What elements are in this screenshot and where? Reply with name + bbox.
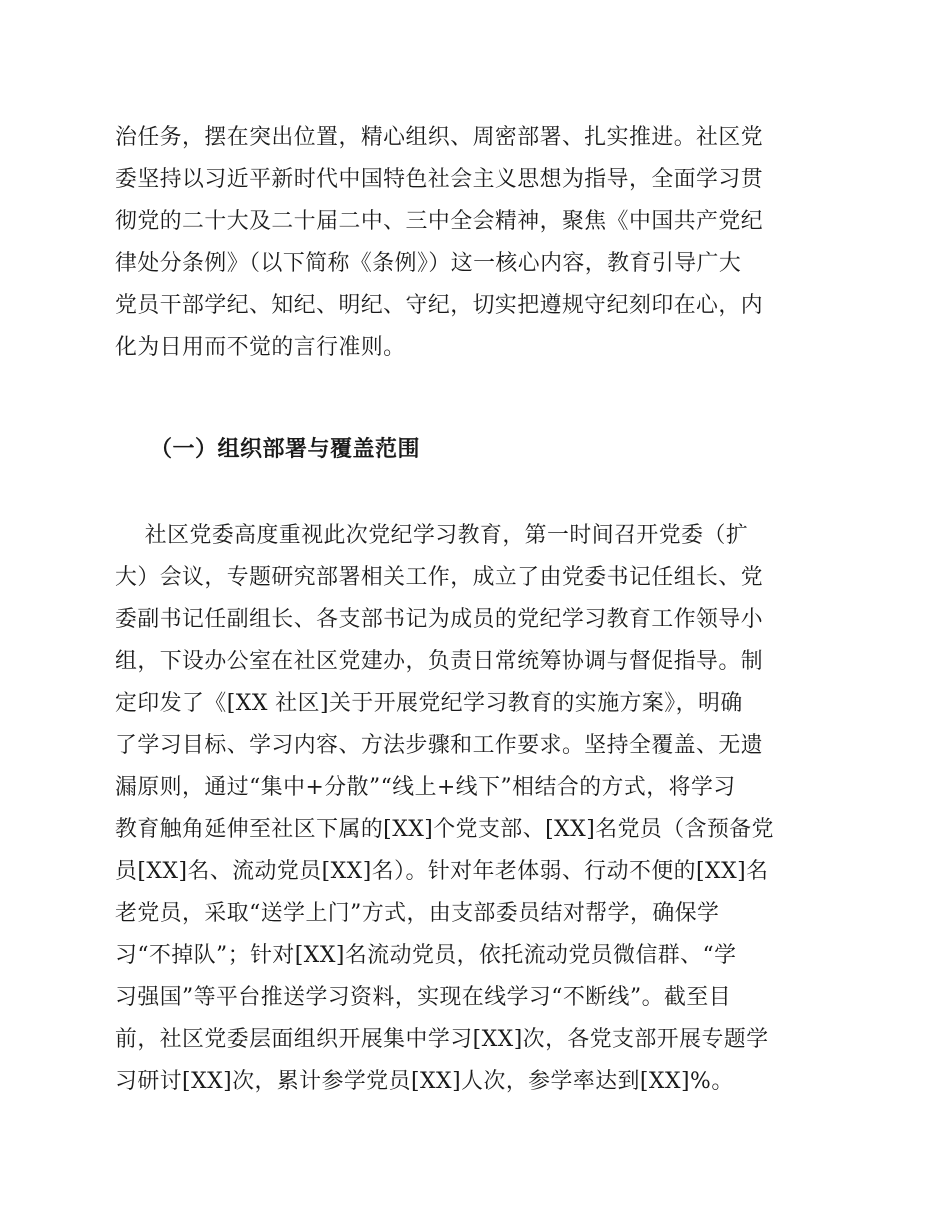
- paragraph-line: 大）会议，专题研究部署相关工作，成立了由党委书记任组长、党: [115, 565, 764, 590]
- paragraph-line: 前，社区党委层面组织开展集中学习[XX]次，各党支部开展专题学: [115, 1027, 769, 1052]
- paragraph-line: 教育触角延伸至社区下属的[XX]个党支部、[XX]名党员（含预备党: [115, 817, 775, 842]
- paragraph-line: 员[XX]名、流动党员[XX]名）。针对年老体弱、行动不便的[XX]名: [115, 859, 769, 884]
- paragraph-line: 习强国”等平台推送学习资料，实现在线学习“不断线”。截至目: [115, 985, 732, 1010]
- paragraph-line: 化为日用而不觉的言行准则。: [115, 335, 406, 360]
- paragraph-line: 治任务，摆在突出位置，精心组织、周密部署、扎实推进。社区党: [115, 125, 764, 150]
- paragraph-line: 委坚持以习近平新时代中国特色社会主义思想为指导，全面学习贯: [115, 167, 764, 192]
- paragraph-line: 党员干部学纪、知纪、明纪、守纪，切实把遵规守纪刻印在心，内: [115, 293, 764, 318]
- paragraph-line: 律处分条例》（以下简称《条例》）这一核心内容，教育引导广大: [115, 251, 742, 276]
- paragraph-line: 了学习目标、学习内容、方法步骤和工作要求。坚持全覆盖、无遗: [115, 733, 764, 758]
- paragraph-line: 社区党委高度重视此次党纪学习教育，第一时间召开党委（扩: [115, 523, 749, 548]
- paragraph-line: 老党员，采取“送学上门”方式，由支部委员结对帮学，确保学: [115, 901, 720, 926]
- paragraph-line: 彻党的二十大及二十届二中、三中全会精神，聚焦《中国共产党纪: [115, 209, 764, 234]
- paragraph-line: 漏原则，通过“集中+分散”“线上+线下”相结合的方式，将学习: [115, 775, 736, 800]
- paragraph-line: 委副书记任副组长、各支部书记为成员的党纪学习教育工作领导小: [115, 607, 764, 632]
- paragraph-line: 习“不掉队”；针对[XX]名流动党员，依托流动党员微信群、“学: [115, 943, 737, 968]
- paragraph-line: 习研讨[XX]次，累计参学党员[XX]人次，参学率达到[XX]%。: [115, 1069, 734, 1094]
- paragraph-line: 定印发了《[XX 社区]关于开展党纪学习教育的实施方案》，明确: [115, 691, 743, 716]
- paragraph-line: 组，下设办公室在社区党建办，负责日常统筹协调与督促指导。制: [115, 649, 764, 674]
- section-heading: （一）组织部署与覆盖范围: [150, 436, 421, 462]
